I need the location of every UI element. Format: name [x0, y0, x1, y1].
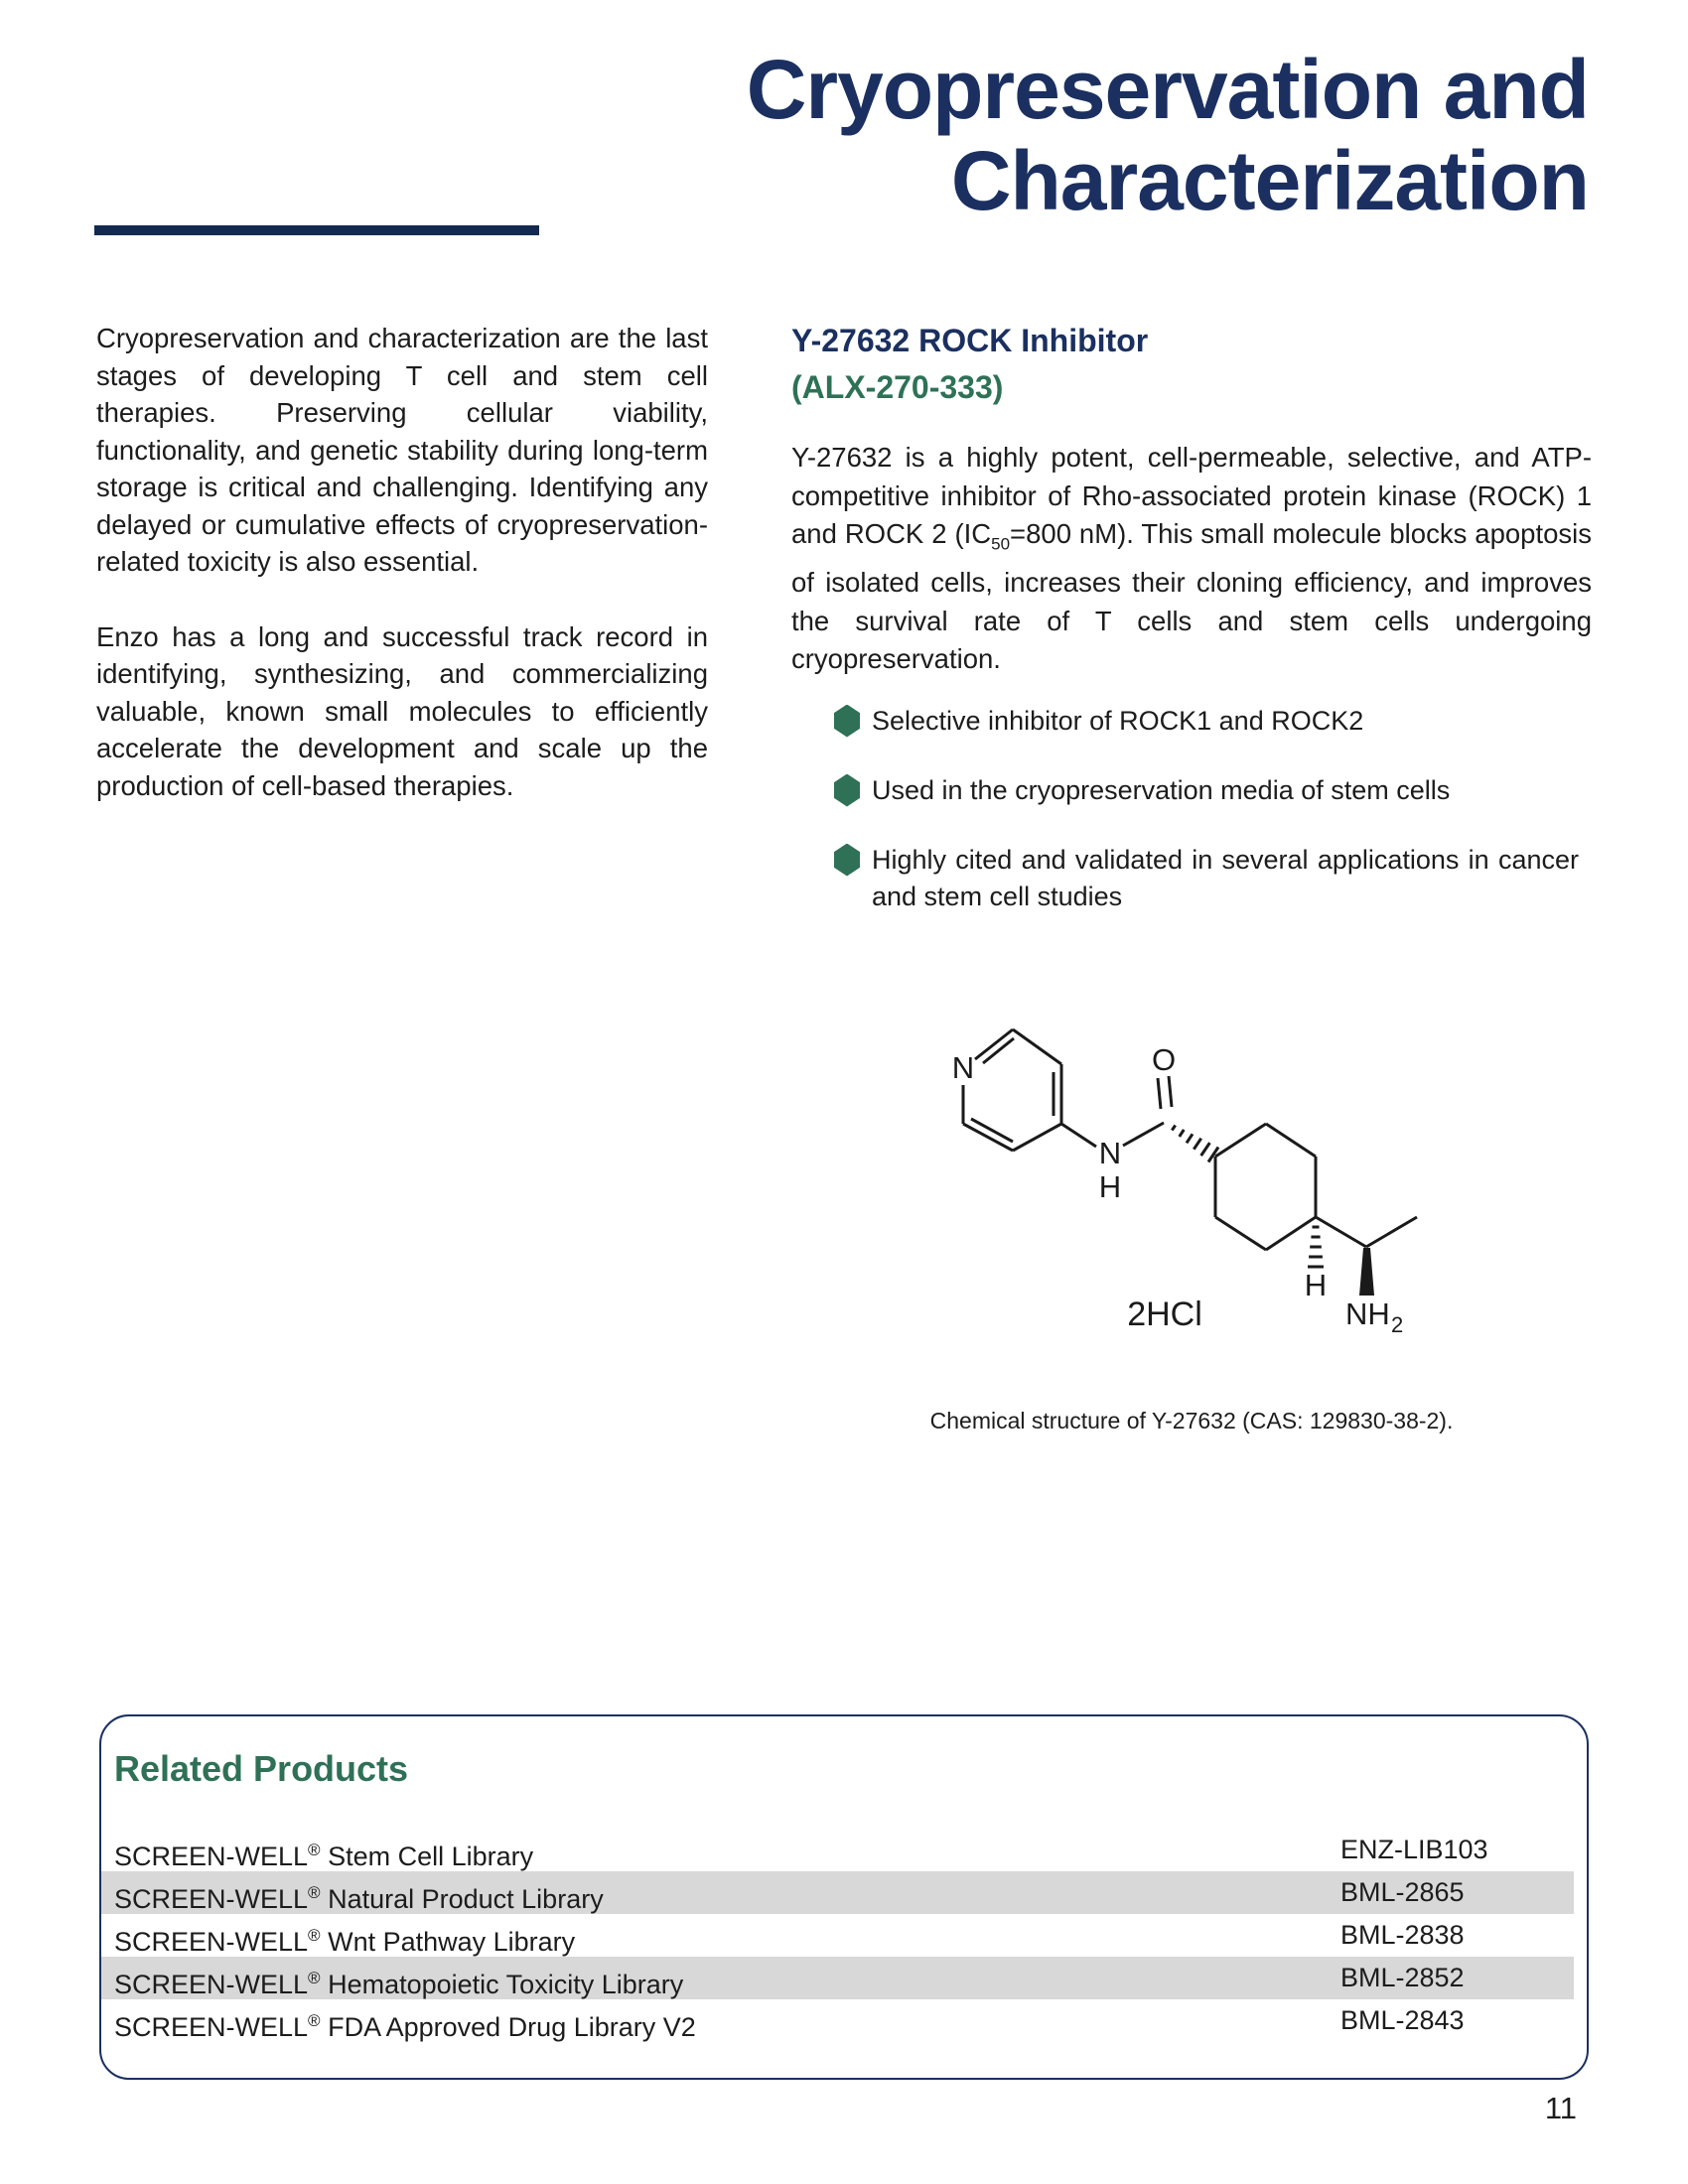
- page-title-line2: Characterization: [950, 134, 1589, 227]
- page-title: [747, 44, 1589, 226]
- bullet-text: Used in the cryopreservation media of stem cells: [872, 774, 1451, 805]
- catalog-number: BML-2852: [1340, 1963, 1465, 1992]
- product-catalog-number: (ALX-270-333): [791, 369, 1004, 405]
- product-brand: SCREEN-WELL: [114, 1884, 309, 1914]
- product-name-rest: FDA Approved Drug Library V2: [320, 2012, 696, 2042]
- catalog-number: BML-2865: [1340, 1877, 1465, 1907]
- stereo-hydrogen-label: H: [1304, 1268, 1328, 1302]
- table-row: [101, 1914, 1574, 1957]
- solid-wedge-to-amine: [1359, 1248, 1374, 1296]
- intro-column: [96, 320, 708, 842]
- bullet-item: [791, 772, 1592, 809]
- page-number: 11: [1544, 2091, 1577, 2125]
- bullet-text: Selective inhibitor of ROCK1 and ROCK2: [872, 705, 1364, 736]
- hexagon-bullet-icon: [834, 705, 860, 738]
- table-row: [101, 1999, 1574, 2042]
- bullet-item: [791, 703, 1592, 740]
- pyridine-ring: [963, 1029, 1061, 1151]
- product-name: [101, 1957, 1340, 1999]
- intro-paragraph-1: Cryopreservation and characterization are the last stages of developing T cell and stem cell therapies. Preserving cellular viability, functionality, and genetic stability during long-term storage is critical and challenging. Identifying any delayed or cumulative effects of cryopreservation-related toxicity is also essential.: [96, 323, 708, 577]
- product-brand: SCREEN-WELL: [114, 1927, 309, 1957]
- catalog-number: BML-2838: [1340, 1920, 1465, 1950]
- page-title-line1: Cryopreservation and: [746, 43, 1589, 136]
- table-row: [101, 1957, 1574, 1999]
- salt-label: 2HCl: [1127, 1296, 1202, 1333]
- product-column: [791, 318, 1592, 948]
- pyridine-nitrogen-label: N: [951, 1050, 975, 1085]
- product-name: [101, 1999, 1340, 2042]
- product-title: Y-27632 ROCK Inhibitor: [791, 323, 1149, 358]
- hashed-wedge-to-ring: [1172, 1126, 1218, 1162]
- catalog-number: ENZ-LIB103: [1340, 1835, 1488, 1864]
- table-row: [101, 1829, 1574, 1871]
- description-text-after-subscript: =800 nM). This small molecule blocks apoptosis of isolated cells, increases their cloning efficiency, and improves the survival rate of T cells and stem cells undergoing cryopreservation.: [791, 518, 1592, 674]
- catalog-number: BML-2843: [1340, 2005, 1465, 2035]
- product-description: [791, 439, 1592, 679]
- description-text-before-subscript: Y-27632 is a highly potent, cell-permeable, selective, and ATP-competitive inhibitor of Rho-associated protein kinase (ROCK) 1 and ROCK 2 (IC: [791, 442, 1592, 549]
- amine-label: NH: [1345, 1297, 1390, 1331]
- product-name: [101, 1871, 1340, 1914]
- bullet-text: Highly cited and validated in several applications in cancer and stem cell studies: [872, 844, 1579, 911]
- product-brand: SCREEN-WELL: [114, 1970, 309, 1999]
- amide-hydrogen-label: H: [1098, 1169, 1122, 1204]
- carbonyl-oxygen-label: O: [1151, 1042, 1177, 1077]
- ic50-subscript: 50: [991, 534, 1011, 554]
- product-brand: SCREEN-WELL: [114, 2012, 309, 2042]
- chemical-structure-figure: [894, 983, 1450, 1340]
- product-name: [101, 1829, 1340, 1871]
- cyclohexane-ring: [1215, 1124, 1316, 1250]
- amide-nitrogen-label: N: [1098, 1136, 1122, 1170]
- bullet-item: [791, 842, 1592, 915]
- registered-mark: ®: [308, 1926, 321, 1945]
- related-products-table: [101, 1829, 1587, 2042]
- hexagon-bullet-icon: [834, 774, 860, 807]
- amine-subscript: 2: [1391, 1312, 1404, 1337]
- hashed-bond-to-h: [1308, 1227, 1324, 1267]
- product-name-rest: Natural Product Library: [320, 1884, 604, 1914]
- related-products-heading: Related Products: [114, 1748, 409, 1789]
- product-heading: [791, 318, 1592, 411]
- registered-mark: ®: [308, 1969, 321, 1987]
- registered-mark: ®: [308, 1883, 321, 1902]
- table-row: [101, 1871, 1574, 1914]
- related-products-box: [99, 1714, 1589, 2080]
- atom-labels: [952, 1042, 1403, 1337]
- product-name-rest: Stem Cell Library: [320, 1842, 534, 1871]
- figure-caption: Chemical structure of Y-27632 (CAS: 129830-38-2).: [929, 1408, 1454, 1433]
- header-rule: [94, 225, 539, 235]
- product-brand: SCREEN-WELL: [114, 1842, 309, 1871]
- product-name-rest: Hematopoietic Toxicity Library: [320, 1970, 684, 1999]
- hexagon-bullet-icon: [834, 844, 860, 877]
- registered-mark: ®: [308, 2011, 321, 2030]
- product-name-rest: Wnt Pathway Library: [320, 1927, 576, 1957]
- feature-bullet-list: [791, 703, 1592, 915]
- intro-paragraph-2: Enzo has a long and successful track record in identifying, synthesizing, and commercializing valuable, known small molecules to efficiently accelerate the development and scale up the production of cell-based therapies.: [96, 620, 708, 801]
- registered-mark: ®: [308, 1841, 321, 1859]
- product-name: [101, 1914, 1340, 1957]
- side-chain-bonds: [1316, 1217, 1417, 1247]
- chemical-structure-svg: [894, 983, 1450, 1340]
